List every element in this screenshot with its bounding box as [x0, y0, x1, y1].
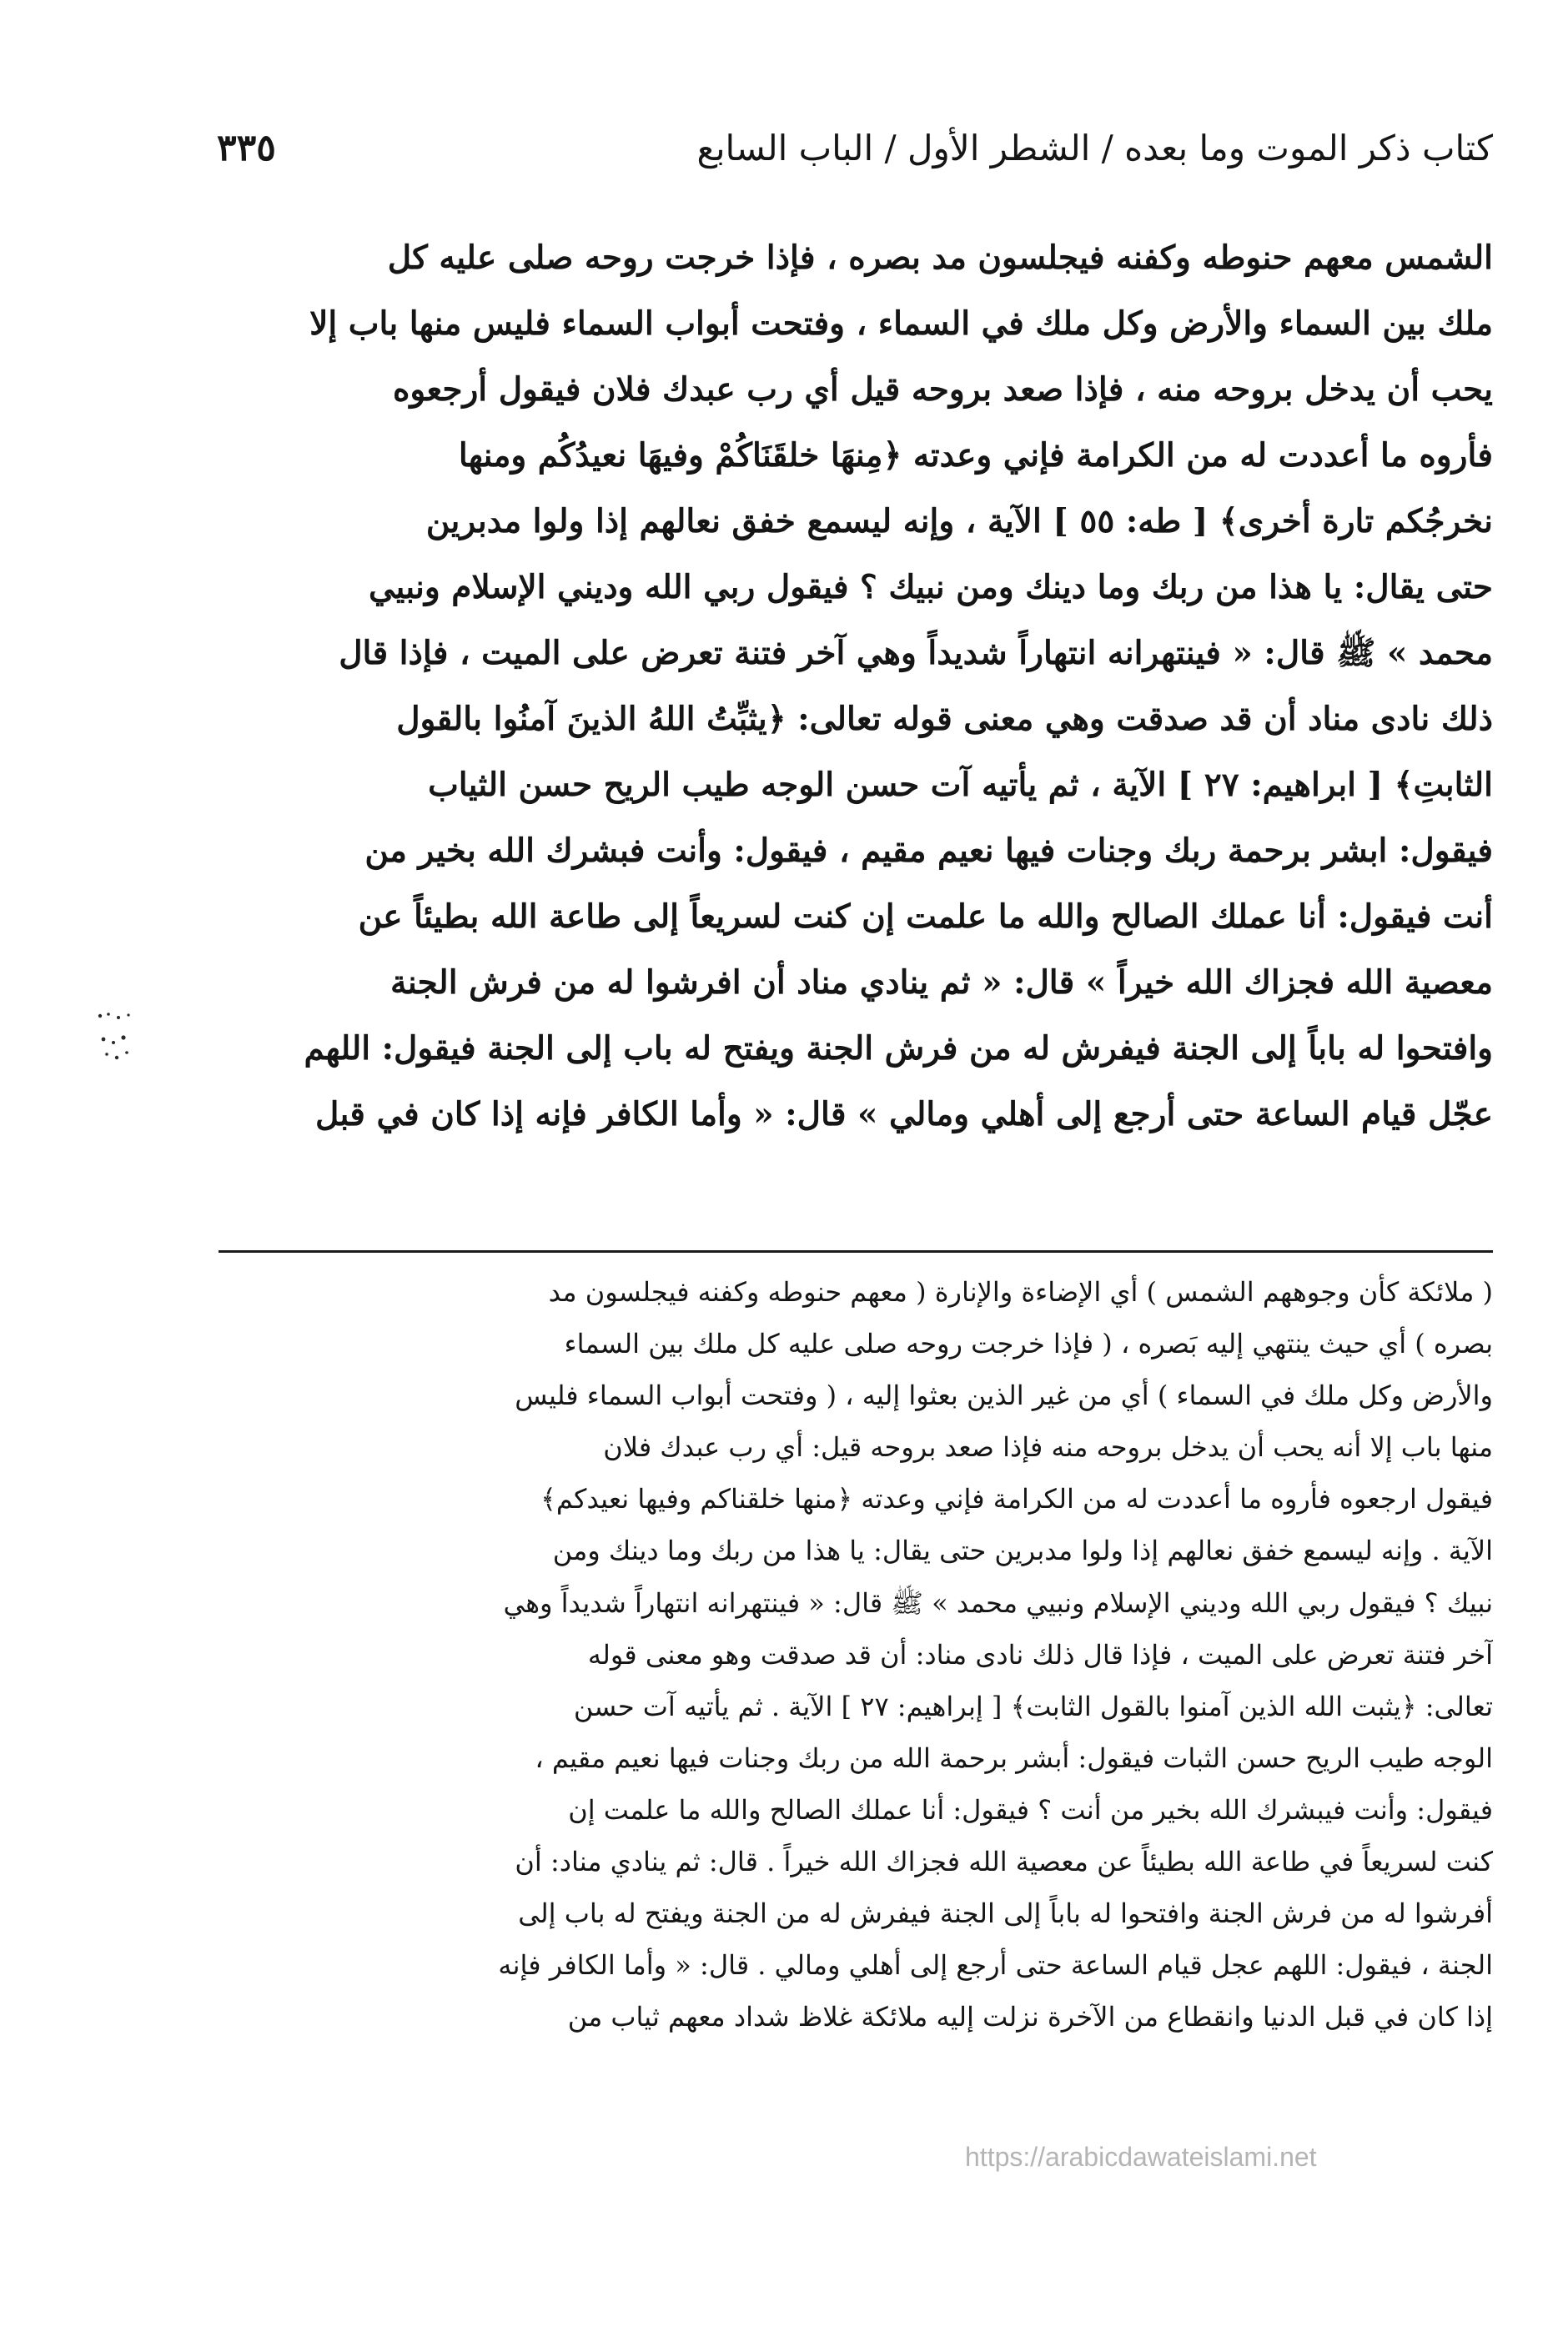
main-text-line: فأروه ما أعددت له من الكرامة فإني وعدته ﴿مِنهَا خلقَنَاكُمْ وفيهَا نعيدُكُم ومنها — [458, 436, 1493, 475]
commentary-line: ( ملائكة كأن وجوههم الشمس ) أي الإضاءة والإنارة ( معهم حنوطه وكفنه فيجلسون مد — [548, 1276, 1493, 1308]
main-text-block — [219, 225, 1493, 1148]
commentary-line: إذا كان في قبل الدنيا وانقطاع من الآخرة نزلت إليه ملائكة غلاظ شداد معهم ثياب من — [567, 2001, 1493, 2033]
margin-ink-mark — [90, 1009, 140, 1084]
commentary-line: منها باب إلا أنه يحب أن يدخل بروحه منه فإذا صعد بروحه قيل: أي رب عبدك فلان — [603, 1431, 1493, 1464]
main-text-line: الثابتِ﴾ [ ابراهيم: ٢٧ ] الآية ، ثم يأتيه آت حسن الوجه طيب الريح حسن الثياب — [428, 766, 1493, 804]
main-text-line: محمد » ﷺ قال: « فينتهرانه انتهاراً شديداً وهي آخر فتنة تعرض على الميت ، فإذا قال — [339, 634, 1493, 672]
commentary-line: أفرشوا له من فرش الجنة وافتحوا له باباً إلى الجنة فيفرش له من الجنة ويفتح له باب إلى — [518, 1897, 1493, 1930]
commentary-block — [219, 1266, 1493, 2043]
commentary-line: والأرض وكل ملك في السماء ) أي من غير الذين بعثوا إليه ، ( وفتحت أبواب السماء فليس — [515, 1380, 1493, 1412]
commentary-line: نبيك ؟ فيقول ربي الله وديني الإسلام ونبيي محمد » ﷺ قال: « فينتهرانه انتهاراً شديداً وهي — [503, 1586, 1493, 1619]
page-number: ٣٣٥ — [217, 127, 276, 169]
main-text-line: عجّل قيام الساعة حتى أرجع إلى أهلي ومالي » قال: « وأما الكافر فإنه إذا كان في قبل — [314, 1095, 1493, 1133]
commentary-line: كنت لسريعاً في طاعة الله بطيئاً عن معصية الله فجزاك الله خيراً . قال: ثم ينادي مناد: أن — [515, 1846, 1493, 1878]
footnote-divider — [219, 1250, 1493, 1253]
commentary-line: الآية . وإنه ليسمع خفق نعالهم إذا ولوا مدبرين حتى يقال: يا هذا من ربك وما دينك ومن — [552, 1535, 1493, 1567]
page-header — [217, 123, 1493, 182]
commentary-line: بصره ) أي حيث ينتهي إليه بَصره ، ( فإذا خرجت روحه صلى عليه كل ملك بين السماء — [564, 1328, 1493, 1360]
commentary-line: فيقول: وأنت فيبشرك الله بخير من أنت ؟ فيقول: أنا عملك الصالح والله ما علمت إن — [568, 1793, 1493, 1826]
main-text-line: يحب أن يدخل بروحه منه ، فإذا صعد بروحه قيل أي رب عبدك فلان فيقول أرجعوه — [392, 370, 1493, 409]
commentary-line: الوجه طيب الريح حسن الثبات فيقول: أبشر برحمة الله من ربك وجنات فيها نعيم مقيم ، — [535, 1741, 1493, 1774]
commentary-line: الجنة ، فيقول: اللهم عجل قيام الساعة حتى أرجع إلى أهلي ومالي . قال: « وأما الكافر فإنه — [498, 1949, 1493, 1982]
main-text-line: فيقول: ابشر برحمة ربك وجنات فيها نعيم مقيم ، فيقول: وأنت فبشرك الله بخير من — [364, 832, 1493, 870]
commentary-line: آخر فتنة تعرض على الميت ، فإذا قال ذلك نادى مناد: أن قد صدقت وهو معنى قوله — [587, 1638, 1493, 1671]
main-text-line: الشمس معهم حنوطه وكفنه فيجلسون مد بصره ، فإذا خرجت روحه صلى عليه كل — [387, 239, 1493, 277]
main-text-line: حتى يقال: يا هذا من ربك وما دينك ومن نبيك ؟ فيقول ربي الله وديني الإسلام ونبيي — [369, 568, 1493, 606]
commentary-line: تعالى: ﴿يثبت الله الذين آمنوا بالقول الثابت﴾ [ إبراهيم: ٢٧ ] الآية . ثم يأتيه آت حسن — [573, 1690, 1493, 1722]
main-text-line: وافتحوا له باباً إلى الجنة فيفرش له من فرش الجنة ويفتح له باب إلى الجنة فيقول: اللهم — [304, 1029, 1493, 1068]
main-text-line: معصية الله فجزاك الله خيراً » قال: « ثم ينادي مناد أن افرشوا له من فرش الجنة — [389, 963, 1493, 1002]
commentary-line: فيقول ارجعوه فأروه ما أعددت له من الكرامة فإني وعدته ﴿منها خلقناكم وفيها نعيدكم﴾ — [540, 1483, 1493, 1515]
running-title: كتاب ذكر الموت وما بعده / الشطر الأول / الباب السابع — [696, 128, 1493, 168]
main-text-line: ذلك نادى مناد أن قد صدقت وهي معنى قوله تعالى: ﴿يثبِّتُ اللهُ الذينَ آمنُوا بالقول — [396, 700, 1493, 738]
main-text-line: نخرجُكم تارة أخرى﴾ [ طه: ٥٥ ] الآية ، وإنه ليسمع خفق نعالهم إذا ولوا مدبرين — [425, 502, 1493, 540]
source-watermark: https://arabicdawateislami.net — [965, 2142, 1317, 2172]
main-text-line: ملك بين السماء والأرض وكل ملك في السماء ، وفتحت أبواب السماء فليس منها باب إلا — [309, 304, 1493, 343]
main-text-line: أنت فيقول: أنا عملك الصالح والله ما علمت إن كنت لسريعاً إلى طاعة الله بطيئاً عن — [358, 897, 1493, 936]
